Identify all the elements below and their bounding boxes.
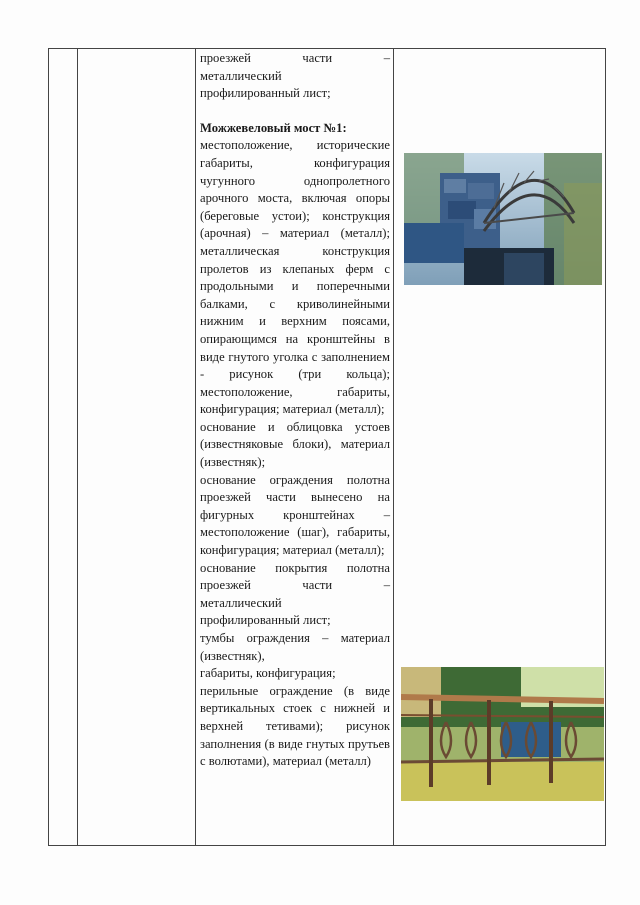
text-line: металлический xyxy=(200,68,282,83)
paragraph: тумбы ограждения – материал (известняк), xyxy=(200,631,390,663)
table-border-2 xyxy=(77,48,78,846)
paragraph: местоположение, исторические габариты, конфигурация чугунного однопролетного арочного моста, включая опоры (береговые устои); конструкция (арочная) – материал (металл); металлическая конструкция пролетов из клепаных ферм с продольными и поперечными балками, с криволинейными нижним и верхним поясами, опирающимся на кронштейны в виде гнутого уголка с заполнением - рисунок (три кольца); местоположение, габариты, конфигурация; материал (металл); xyxy=(200,138,390,417)
paragraph: основание покрытия полотна проезжей части – xyxy=(200,560,390,593)
paragraph: основание и облицовка устоев (известняковые блоки), материал (известняк); xyxy=(200,419,390,470)
table-border-3 xyxy=(195,48,196,846)
table-border-1 xyxy=(48,48,49,846)
section-title: Можжевеловый мост №1: xyxy=(200,120,347,135)
paragraph: профилированный лист; xyxy=(200,613,331,628)
paragraph: основание ограждения полотна проезжей части вынесено на фигурных кронштейнах – местоположение (шаг), габариты, конфигурация; материал (металл); xyxy=(200,472,390,558)
table-bottom-border xyxy=(48,845,605,846)
table-top-border xyxy=(48,48,605,49)
table-border-5 xyxy=(605,48,606,846)
railing-photo xyxy=(401,667,604,801)
paragraph: металлический xyxy=(200,595,282,610)
table-border-4 xyxy=(393,48,394,846)
paragraph: перильные ограждение (в виде вертикальных стоек с нижней и верхней тетивами); рисунок заполнения (в виде гнутых прутьев с волютами), материал (металл) xyxy=(200,683,390,769)
text-line: проезжей части – xyxy=(200,51,390,65)
paragraph: габариты, конфигурация; xyxy=(200,666,336,681)
text-line: профилированный лист; xyxy=(200,86,331,101)
bridge-photo xyxy=(404,153,602,285)
description-cell xyxy=(200,50,390,771)
